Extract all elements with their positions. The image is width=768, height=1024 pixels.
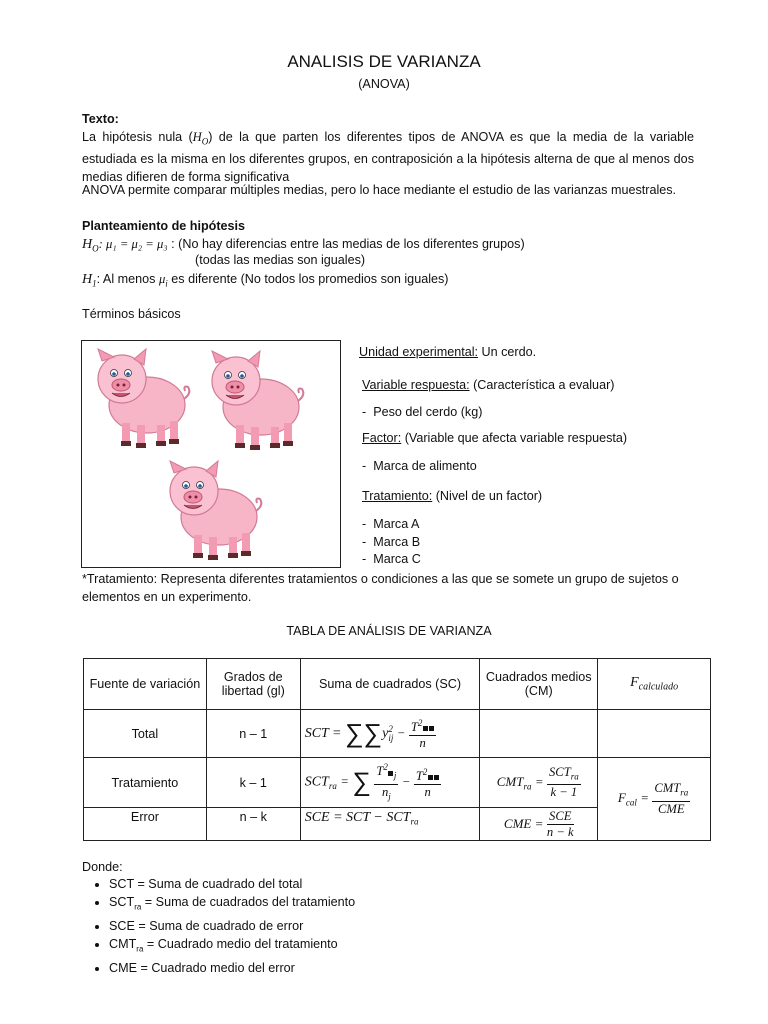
tabla-caption: TABLA DE ANÁLISIS DE VARIANZA — [286, 624, 492, 638]
donde-heading: Donde: — [82, 860, 123, 874]
doc-title: ANALISIS DE VARIANZA — [287, 52, 481, 71]
header-gl: Grados de libertad (gl) — [206, 659, 300, 710]
factor: Factor: (Variable que afecta variable respuesta) — [362, 431, 628, 445]
cell-fuente: Tratamiento — [84, 758, 207, 808]
hipotesis-heading: Planteamiento de hipótesis — [82, 219, 246, 233]
variable-respuesta: Variable respuesta: (Característica a evaluar) — [362, 378, 615, 392]
list-item: • CME = Cuadrado medio del error — [109, 959, 355, 977]
list-item: • $SCT_{ra}$ = Suma de cuadrados del tratamiento — [109, 893, 355, 917]
factor-item: - Marca de alimento — [362, 459, 477, 473]
anova-table — [83, 658, 711, 841]
tratamiento-item: - Marca B — [362, 535, 421, 549]
header-cm: Cuadrados medios (CM) — [480, 659, 598, 710]
list-item: • $CMT_{ra}$ = Cuadrado medio del tratamiento — [109, 935, 355, 959]
formula-sce: SCE = SCT − $SCT_{ra}$ — [300, 808, 480, 841]
definitions-list — [82, 875, 355, 978]
header-fuente: Fuente de variación — [84, 659, 207, 710]
terminos-heading: Términos básicos — [82, 307, 181, 321]
list-item: • SCE = Suma de cuadrado de error — [109, 917, 355, 935]
pigs-illustration — [81, 340, 341, 568]
list-item: • SCT = Suma de cuadrado del total — [109, 875, 355, 893]
cell-f-empty — [598, 710, 711, 758]
texto-heading: Texto: — [82, 112, 119, 126]
hipotesis-h1: $H_1$: Al menos $\mu_i$ es diferente (No todos los promedios son iguales) — [82, 272, 449, 289]
cell-fuente: Total — [84, 710, 207, 758]
doc-subtitle: (ANOVA) — [358, 77, 410, 91]
texto-paragraph-1: La hipótesis nula $(H_O)$ de la que parten los diferentes tipos de ANOVA es que la media de la variable estudiada es la misma en los diferentes grupos, en contraposición a la hipótesis alterna de que al menos dos medias difieren de forma significativa — [82, 130, 694, 184]
formula-sct: SCT = ∑∑y 2 ij − $\frac{T^2}{n}$ — [300, 710, 480, 758]
cell-fuente: Error — [84, 808, 207, 841]
cell-gl: n – 1 — [206, 710, 300, 758]
table-row — [84, 710, 711, 758]
cell-cm-empty — [480, 710, 598, 758]
variable-respuesta-item: - Peso del cerdo (kg) — [362, 405, 483, 419]
cell-gl: k – 1 — [206, 758, 300, 808]
table-header-row — [84, 659, 711, 710]
texto-paragraph-2: ANOVA permite comparar múltiples medias, pero lo hace mediante el estudio de las varianzas muestrales. — [82, 183, 677, 197]
hipotesis-h0-note: (todas las medias son iguales) — [195, 253, 366, 267]
formula-cme: CME = $\frac{\text{SCE}}{n - k}$ — [480, 808, 598, 841]
formula-cmtra: $CMT_{ra}$ = $\frac{SCT_{ra}}{k - 1}$ — [480, 758, 598, 808]
tratamiento-nota: *Tratamiento: Representa diferentes tratamientos o condiciones a las que se somete un grupo de sujetos o elementos en un experimento. — [82, 572, 679, 604]
formula-sctra: $SCT_{ra}$ = ∑ $\frac{T^2_j}{n_j}$ − $\frac{T^2}{n}$ — [300, 758, 480, 808]
header-sc: Suma de cuadrados (SC) — [300, 659, 480, 710]
header-fcalculado: $F_{calculado}$ — [598, 659, 711, 710]
table-row — [84, 758, 711, 808]
cell-gl: n – k — [206, 808, 300, 841]
tratamiento-item: - Marca A — [362, 517, 420, 531]
pig-drawings — [82, 341, 340, 567]
hipotesis-h0: $H_O$: μ₁ = μ₂ = μ₃ : (No hay diferencias entre las medias de los diferentes grupos) — [82, 237, 525, 254]
tratamiento: Tratamiento: (Nivel de un factor) — [362, 489, 543, 503]
tratamiento-item: - Marca C — [362, 552, 421, 566]
unidad-experimental: Unidad experimental: Un cerdo. — [359, 345, 537, 359]
formula-fcal: $F_{cal}$ = $\frac{CMT_{ra}}{\text{CME}}$ — [598, 758, 711, 841]
